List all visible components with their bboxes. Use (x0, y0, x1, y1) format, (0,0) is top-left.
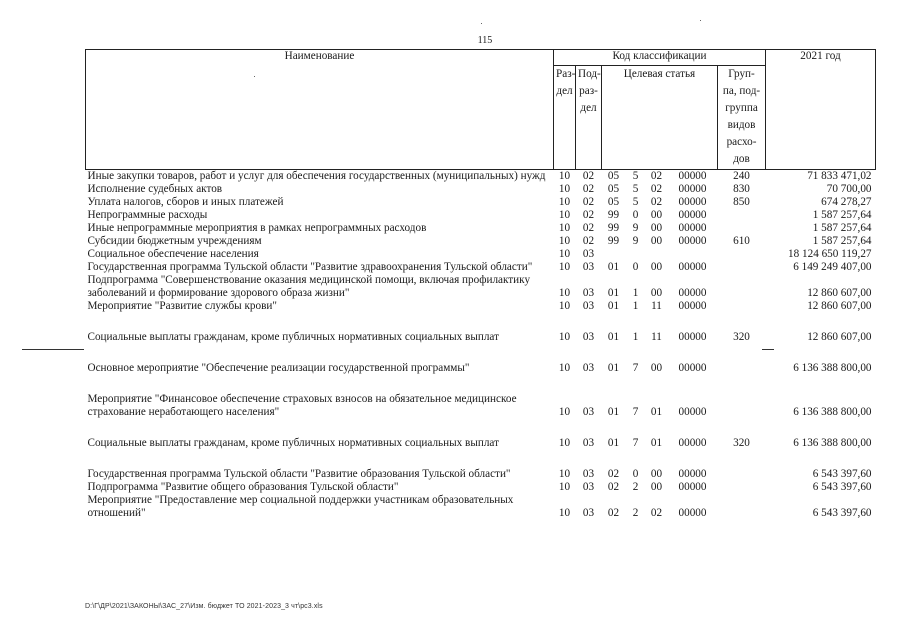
expense-group-cell (718, 222, 766, 235)
target-part3-cell: 00 (650, 222, 663, 234)
spacer-cell (86, 419, 876, 437)
target-part1-cell (602, 248, 626, 261)
target-part1-cell: 99 (607, 222, 620, 234)
target-part4-cell: 00000 (678, 406, 707, 418)
target-part3-cell (646, 248, 668, 261)
target-part4-cell: 00000 (678, 362, 707, 374)
podrazdel-cell: 03 (582, 261, 595, 273)
row-name-cell: Подпрограмма "Развитие общего образования Тульской области" (87, 481, 399, 493)
spacer-cell (86, 313, 876, 331)
expense-group-cell: 830 (733, 183, 750, 195)
expense-group-cell (718, 300, 766, 313)
expense-group-cell (718, 494, 766, 520)
target-part4-cell: 00000 (678, 183, 707, 195)
podrazdel-cell: 03 (582, 406, 595, 418)
table-row (86, 437, 876, 450)
target-part4-cell: 00000 (678, 468, 707, 480)
podrazdel-cell: 03 (582, 437, 595, 449)
target-part3-cell: 00 (650, 362, 663, 374)
target-part1-cell: 01 (607, 331, 620, 343)
target-part4-cell: 00000 (678, 507, 707, 519)
row-name-cell: Подпрограмма "Совершенствование оказания медицинской помощи, включая профилактику заболеваний и формирование здорового образа жизни" (87, 274, 531, 299)
target-part4-cell: 00000 (678, 222, 707, 234)
razdel-cell: 10 (558, 196, 571, 208)
amount-cell: 12 860 607,00 (807, 331, 872, 343)
margin-line-right (762, 349, 774, 350)
amount-cell: 674 278,27 (821, 196, 872, 208)
target-part4-cell: 00000 (678, 481, 707, 493)
target-part3-cell: 00 (650, 209, 663, 221)
razdel-cell: 10 (558, 481, 571, 493)
header-target: Целевая статья (602, 66, 718, 170)
row-name-cell: Исполнение судебных актов (87, 183, 223, 195)
amount-cell: 6 543 397,60 (812, 468, 872, 480)
expense-group-cell (718, 393, 766, 419)
header-year: 2021 год (766, 50, 876, 170)
razdel-cell: 10 (558, 222, 571, 234)
amount-cell: 1 587 257,64 (812, 209, 872, 221)
budget-table (85, 49, 876, 520)
target-part3-cell: 02 (650, 196, 663, 208)
target-part1-cell: 02 (607, 468, 620, 480)
razdel-cell: 10 (558, 362, 571, 374)
razdel-cell: 10 (558, 183, 571, 195)
target-part2-cell: 5 (632, 170, 639, 182)
row-name-cell: Основное мероприятие "Обеспечение реализации государственной программы" (87, 362, 470, 374)
target-part4-cell: 00000 (678, 209, 707, 221)
podrazdel-cell: 03 (582, 481, 595, 493)
target-part1-cell: 99 (607, 235, 620, 247)
target-part2-cell: 5 (632, 196, 639, 208)
target-part1-cell: 01 (607, 437, 620, 449)
spacer-cell (86, 375, 876, 393)
target-part3-cell: 00 (650, 261, 663, 273)
amount-cell: 6 136 388 800,00 (793, 437, 872, 449)
expense-group-cell (718, 261, 766, 274)
target-part2-cell: 2 (632, 481, 639, 493)
amount-cell: 71 833 471,02 (807, 170, 872, 182)
target-part3-cell: 02 (650, 170, 663, 182)
table-header (86, 50, 876, 170)
target-part1-cell: 99 (607, 209, 620, 221)
target-part2-cell: 9 (632, 222, 639, 234)
table-row (86, 170, 876, 184)
amount-cell: 6 149 249 407,00 (793, 261, 872, 273)
podrazdel-cell: 02 (582, 235, 595, 247)
amount-cell: 12 860 607,00 (807, 287, 872, 299)
header-podrazdel: Под- раз- дел (576, 66, 602, 170)
target-part3-cell: 00 (650, 481, 663, 493)
razdel-cell: 10 (558, 331, 571, 343)
expense-group-cell: 240 (733, 170, 750, 182)
target-part1-cell: 02 (607, 507, 620, 519)
spacer-cell (86, 344, 876, 362)
podrazdel-cell: 03 (582, 248, 595, 260)
podrazdel-cell: 02 (582, 209, 595, 221)
row-name-cell: Социальные выплаты гражданам, кроме публичных нормативных социальных выплат (87, 437, 499, 449)
target-part4-cell: 00000 (678, 437, 707, 449)
target-part4-cell: 00000 (678, 235, 707, 247)
page-number: 115 (477, 35, 493, 46)
row-name-cell: Непрограммные расходы (87, 209, 208, 221)
spacer-cell (86, 450, 876, 468)
scan-speck (254, 76, 255, 77)
podrazdel-cell: 03 (582, 287, 595, 299)
amount-cell: 6 136 388 800,00 (793, 362, 872, 374)
row-name-cell: Иные закупки товаров, работ и услуг для обеспечения государственных (муниципальных) нужд (87, 170, 546, 182)
row-spacer (86, 419, 876, 437)
expense-group-cell (718, 468, 766, 481)
razdel-cell: 10 (558, 235, 571, 247)
expense-group-cell: 850 (733, 196, 750, 208)
podrazdel-cell: 02 (582, 170, 595, 182)
target-part3-cell: 00 (650, 287, 663, 299)
header-razdel: Раз- дел (554, 66, 576, 170)
target-part4-cell: 00000 (678, 261, 707, 273)
target-part3-cell: 00 (650, 235, 663, 247)
table-row (86, 222, 876, 235)
amount-cell: 6 543 397,60 (812, 507, 872, 519)
file-path: D:\Г\ДР\2021\ЗАКОНЫ\ЗАС_27\Изм. бюджет ТО 2021-2023_3 чт\рс3.xls (85, 603, 323, 610)
row-name-cell: Государственная программа Тульской области "Развитие образования Тульской области" (87, 468, 511, 480)
amount-cell: 6 543 397,60 (812, 481, 872, 493)
scan-speck (481, 23, 482, 24)
expense-group-cell: 320 (733, 331, 750, 343)
row-name-cell: Государственная программа Тульской области "Развитие здравоохранения Тульской области" (87, 261, 533, 273)
row-name-cell: Мероприятие "Развитие службы крови" (87, 300, 277, 312)
row-spacer (86, 344, 876, 362)
expense-group-cell (718, 248, 766, 261)
podrazdel-cell: 02 (582, 183, 595, 195)
row-name-cell: Мероприятие "Предоставление мер социальной поддержки участникам образовательных отношений" (87, 494, 514, 519)
target-part2-cell: 1 (632, 287, 639, 299)
target-part1-cell: 05 (607, 183, 620, 195)
target-part1-cell: 01 (607, 406, 620, 418)
table-row (86, 300, 876, 313)
row-name-cell: Социальное обеспечение населения (87, 248, 259, 260)
target-part2-cell: 9 (632, 235, 639, 247)
row-name-cell: Социальные выплаты гражданам, кроме публичных нормативных социальных выплат (87, 331, 499, 343)
header-classification: Код классификации (554, 50, 766, 66)
table-row (86, 235, 876, 248)
table-row (86, 362, 876, 375)
target-part1-cell: 01 (607, 300, 620, 312)
podrazdel-cell: 03 (582, 468, 595, 480)
row-name-cell: Уплата налогов, сборов и иных платежей (87, 196, 284, 208)
amount-cell: 18 124 650 119,27 (788, 248, 872, 260)
razdel-cell: 10 (558, 300, 571, 312)
target-part3-cell: 11 (651, 300, 662, 312)
expense-group-cell (718, 362, 766, 375)
target-part2-cell: 1 (632, 300, 639, 312)
amount-cell: 1 587 257,64 (812, 235, 872, 247)
target-part2-cell: 0 (632, 209, 639, 221)
expense-group-cell (718, 481, 766, 494)
podrazdel-cell: 03 (582, 362, 595, 374)
target-part1-cell: 01 (607, 261, 620, 273)
target-part4-cell: 00000 (678, 331, 707, 343)
razdel-cell: 10 (558, 406, 571, 418)
table-row (86, 468, 876, 481)
header-name: Наименование (86, 50, 554, 170)
podrazdel-cell: 03 (582, 300, 595, 312)
target-part3-cell: 02 (650, 183, 663, 195)
margin-line-left (22, 349, 84, 350)
razdel-cell: 10 (558, 261, 571, 273)
target-part1-cell: 05 (607, 196, 620, 208)
target-part3-cell: 00 (650, 468, 663, 480)
target-part2-cell: 7 (632, 406, 639, 418)
row-name-cell: Иные непрограммные мероприятия в рамках непрограммных расходов (87, 222, 427, 234)
row-spacer (86, 450, 876, 468)
target-part2-cell: 1 (632, 331, 639, 343)
target-part2-cell: 7 (632, 362, 639, 374)
target-part2-cell: 5 (632, 183, 639, 195)
row-name-cell: Мероприятие "Финансовое обеспечение страховых взносов на обязательное медицинское страхование неработающего населения" (87, 393, 517, 418)
target-part4-cell: 00000 (678, 170, 707, 182)
table-row (86, 481, 876, 494)
razdel-cell: 10 (558, 248, 571, 260)
target-part1-cell: 01 (607, 362, 620, 374)
podrazdel-cell: 02 (582, 196, 595, 208)
target-part2-cell: 0 (632, 261, 639, 273)
razdel-cell: 10 (558, 209, 571, 221)
razdel-cell: 10 (558, 507, 571, 519)
amount-cell: 12 860 607,00 (807, 300, 872, 312)
target-part4-cell: 00000 (678, 300, 707, 312)
table-row (86, 196, 876, 209)
expense-group-cell (718, 209, 766, 222)
row-spacer (86, 375, 876, 393)
razdel-cell: 10 (558, 468, 571, 480)
table-row (86, 261, 876, 274)
row-name-cell: Субсидии бюджетным учреждениям (87, 235, 262, 247)
expense-group-cell (718, 274, 766, 300)
expense-group-cell: 610 (733, 235, 750, 247)
table-body (86, 170, 876, 521)
target-part3-cell: 02 (650, 507, 663, 519)
target-part2-cell: 7 (632, 437, 639, 449)
razdel-cell: 10 (558, 170, 571, 182)
podrazdel-cell: 03 (582, 331, 595, 343)
amount-cell: 1 587 257,64 (812, 222, 872, 234)
amount-cell: 70 700,00 (826, 183, 872, 195)
table-row (86, 248, 876, 261)
target-part1-cell: 01 (607, 287, 620, 299)
razdel-cell: 10 (558, 437, 571, 449)
podrazdel-cell: 02 (582, 222, 595, 234)
table-row (86, 393, 876, 419)
table-row (86, 209, 876, 222)
target-part4-cell: 00000 (678, 196, 707, 208)
target-part4-cell: 00000 (678, 287, 707, 299)
podrazdel-cell: 03 (582, 507, 595, 519)
target-part4-cell (668, 248, 718, 261)
table-row (86, 183, 876, 196)
table-row (86, 494, 876, 520)
row-spacer (86, 313, 876, 331)
header-group: Груп- па, под- группа видов расхо- дов (718, 66, 766, 170)
target-part1-cell: 02 (607, 481, 620, 493)
target-part3-cell: 01 (650, 437, 663, 449)
target-part2-cell: 0 (632, 468, 639, 480)
razdel-cell: 10 (558, 287, 571, 299)
target-part1-cell: 05 (607, 170, 620, 182)
scan-speck (700, 20, 701, 21)
target-part3-cell: 11 (651, 331, 662, 343)
target-part2-cell (626, 248, 646, 261)
expense-group-cell: 320 (733, 437, 750, 449)
target-part2-cell: 2 (632, 507, 639, 519)
target-part3-cell: 01 (650, 406, 663, 418)
table-row (86, 274, 876, 300)
table-row (86, 331, 876, 344)
amount-cell: 6 136 388 800,00 (793, 406, 872, 418)
